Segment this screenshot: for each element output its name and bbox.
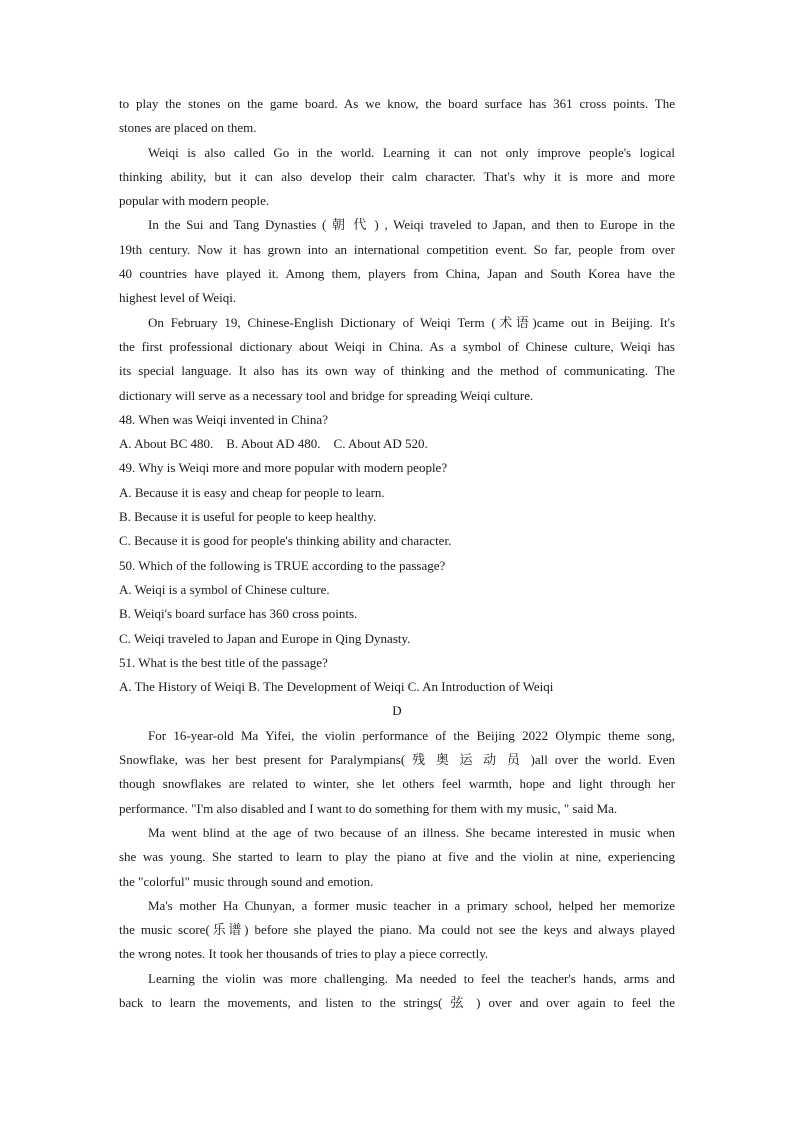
text-line: stones are placed on them. (119, 120, 257, 136)
text-line: the first professional dictionary about Weiqi in China. As a symbol of Chinese culture, Weiqi has (119, 338, 675, 354)
text-line: the "colorful" music through sound and emotion. (119, 873, 374, 889)
text-line: to play the stones on the game board. As we know, the board surface has 361 cross points. The (119, 96, 675, 111)
text-line: thinking ability, but it can also develop their calm character. That's why it is more and more (119, 168, 675, 184)
question-48 (119, 408, 675, 457)
question-option: C. Weiqi traveled to Japan and Europe in Qing Dynasty. (119, 630, 411, 646)
text-line: performance. "I'm also disabled and I want to do something for them with my music, " said Ma. (119, 800, 618, 816)
question-options: A. About BC 480. B. About AD 480. C. About AD 520. (119, 436, 428, 452)
text-line: For 16-year-old Ma Yifei, the violin performance of the Beijing 2022 Olympic theme song, (148, 727, 675, 743)
question-option: B. Weiqi's board surface has 360 cross points. (119, 606, 358, 622)
passage-d-paragraph-2 (119, 821, 675, 894)
question-option: A. Weiqi is a symbol of Chinese culture. (119, 581, 330, 597)
text-line: though snowflakes are related to winter, she let others feel warmth, hope and light through her (119, 776, 675, 792)
question-stem: 48. When was Weiqi invented in China? (119, 411, 328, 427)
text-line: In the Sui and Tang Dynasties ( 朝 代 ) , Weiqi traveled to Japan, and then to Europe in the (148, 217, 675, 233)
section-heading: D (392, 703, 402, 719)
passage-c-paragraph-1 (119, 92, 675, 141)
text-line: back to learn the movements, and listen to the strings( 弦 ) over and over again to feel the (119, 994, 675, 1010)
text-line: the wrong notes. It took her thousands of tries to play a piece correctly. (119, 946, 489, 962)
text-line: 40 countries have played it. Among them, players from China, Japan and South Korea have the (119, 266, 675, 282)
question-option: B. Because it is useful for people to keep healthy. (119, 509, 377, 525)
question-50 (119, 554, 675, 651)
text-line: 19th century. Now it has grown into an international competition event. So far, people from over (119, 241, 675, 257)
text-line: Ma went blind at the age of two because of an illness. She became interested in music when (148, 824, 675, 840)
question-49 (119, 456, 675, 553)
question-stem: 51. What is the best title of the passage? (119, 654, 328, 670)
text-line: popular with modern people. (119, 193, 270, 209)
text-line: dictionary will serve as a necessary tool and bridge for spreading Weiqi culture. (119, 387, 534, 403)
text-line: the music score(乐谱) before she played the piano. Ma could not see the keys and always played (119, 922, 675, 938)
question-options: A. The History of Weiqi B. The Development of Weiqi C. An Introduction of Weiqi (119, 679, 554, 695)
text-line: its special language. It also has its own way of thinking and the method of communicating. The (119, 363, 675, 379)
text-line: Snowflake, was her best present for Paralympians( 残 奥 运 动 员 )all over the world. Even (119, 752, 675, 768)
question-option: A. Because it is easy and cheap for people to learn. (119, 484, 385, 500)
question-option: C. Because it is good for people's thinking ability and character. (119, 533, 452, 549)
question-stem: 49. Why is Weiqi more and more popular with modern people? (119, 460, 448, 476)
text-line: Weiqi is also called Go in the world. Learning it can not only improve people's logical (148, 144, 675, 160)
question-stem: 50. Which of the following is TRUE according to the passage? (119, 557, 446, 573)
passage-d-paragraph-3 (119, 894, 675, 967)
question-51 (119, 651, 675, 700)
passage-c-paragraph-2 (119, 141, 675, 214)
passage-c-paragraph-3 (119, 213, 675, 310)
text-line: Ma's mother Ha Chunyan, a former music teacher in a primary school, helped her memorize (148, 897, 675, 913)
text-line: she was young. She started to learn to play the piano at five and the violin at nine, experiencing (119, 849, 675, 865)
text-line: Learning the violin was more challenging. Ma needed to feel the teacher's hands, arms and (148, 970, 675, 986)
passage-c-paragraph-4 (119, 311, 675, 408)
text-line: highest level of Weiqi. (119, 290, 237, 306)
document-page (119, 92, 675, 1015)
passage-d-paragraph-1 (119, 724, 675, 821)
passage-d-paragraph-4 (119, 967, 675, 1016)
text-line: On February 19, Chinese-English Dictionary of Weiqi Term (术语)came out in Beijing. It's (148, 314, 675, 330)
